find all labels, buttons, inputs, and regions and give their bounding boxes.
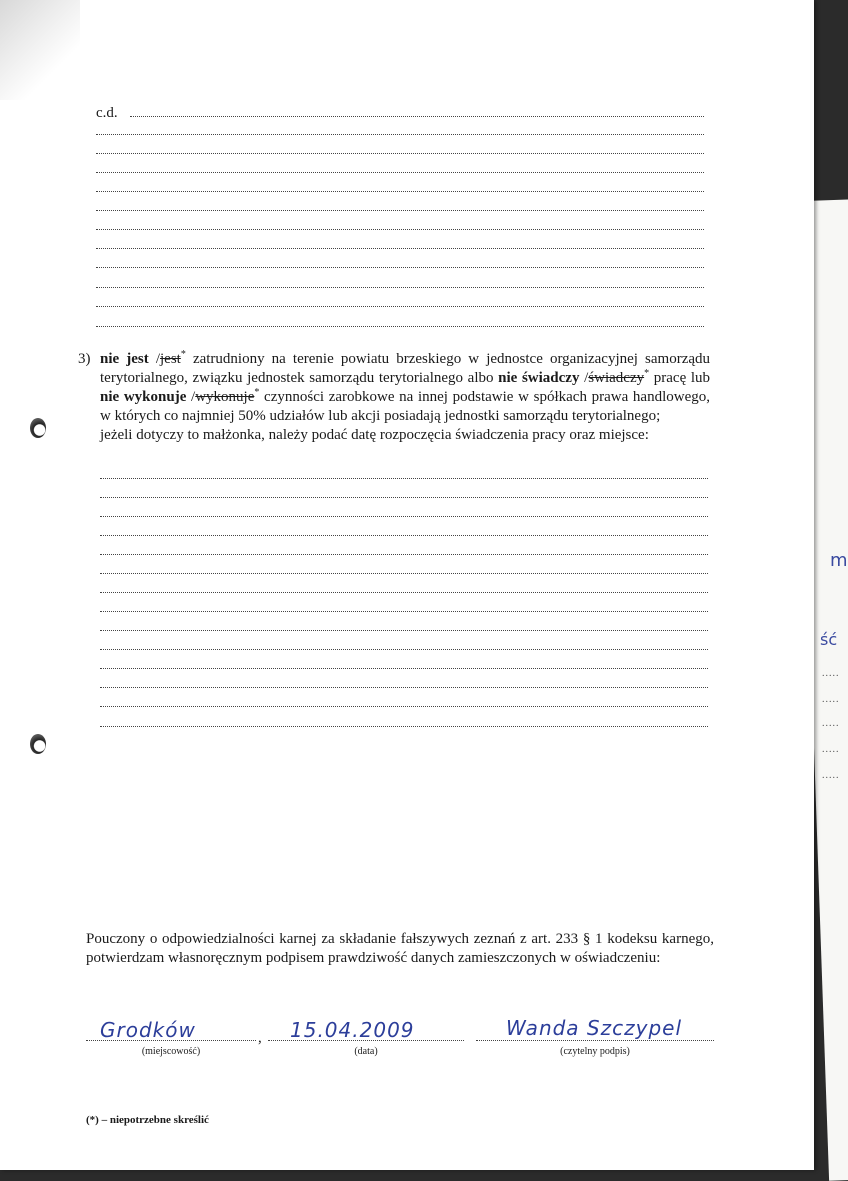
date-caption: (data) <box>354 1046 378 1057</box>
fill-line <box>100 668 708 669</box>
struck-wykonuje: wykonuje <box>195 389 255 405</box>
fill-line <box>96 229 704 230</box>
punch-hole <box>30 734 46 754</box>
footnote: (*) – niepotrzebne skreślić <box>86 1114 209 1126</box>
fill-line <box>100 630 708 631</box>
option-nie-wykonuje: nie wykonuje <box>100 389 187 405</box>
fill-line <box>100 573 708 574</box>
section-3-text-2: pracę lub <box>653 370 711 386</box>
place-line <box>86 1040 256 1041</box>
fill-line <box>96 306 704 307</box>
background-dots: ..... <box>822 770 840 781</box>
asterisk: * <box>254 387 260 398</box>
fill-line <box>96 267 704 268</box>
handwritten-date: 15.04.2009 <box>290 1018 415 1042</box>
fill-line <box>100 649 708 650</box>
fill-line <box>100 516 708 517</box>
section-3-text-1: zatrudniony na terenie powiatu brzeskiego w jednostce organizacyjnej samorządu terytorialnego, związku jednostek samorządu terytorialnego albo <box>100 351 711 386</box>
fill-line <box>96 134 704 135</box>
place-caption: (miejscowość) <box>141 1046 201 1057</box>
struck-swiadczy: świadczy <box>588 370 645 386</box>
handwritten-place: Grodków <box>100 1018 196 1042</box>
declaration-text: Pouczony o odpowiedzialności karnej za składanie fałszywych zeznań z art. 233 § 1 kodeksu karnego, potwierdzam własnoręcznym podpisem prawdziwość danych zamieszczonych w oświadczeniu: <box>86 931 714 966</box>
asterisk: * <box>180 349 186 360</box>
slash: / <box>191 389 196 405</box>
fill-line <box>96 326 704 327</box>
slash: / <box>155 351 161 367</box>
fill-line <box>100 726 708 727</box>
option-nie-jest: nie jest <box>100 351 149 367</box>
fill-line <box>100 706 708 707</box>
section-3-text-3: czynności zarobkowe na innej podstawie w spółkach prawa handlowego, w których co najmniej 50% udziałów lub akcji posiadają jednostki samorządu terytorialnego; <box>100 389 710 424</box>
section-3-instruction: jeżeli dotyczy to małżonka, należy podać datę rozpoczęcia świadczenia pracy oraz miejsce: <box>100 427 649 443</box>
handwritten-signature: Wanda Szczypel <box>506 1016 683 1040</box>
background-margin-mark: ść <box>820 630 838 649</box>
fill-line <box>100 478 708 479</box>
fill-line <box>96 287 704 288</box>
fill-line <box>100 687 708 688</box>
fill-line <box>96 153 704 154</box>
background-dots: ..... <box>822 744 840 755</box>
background-margin-mark: m <box>830 550 848 571</box>
separator-comma: , <box>258 1030 262 1046</box>
struck-jest: jest <box>160 351 181 367</box>
fill-line <box>100 592 708 593</box>
fill-line <box>100 535 708 536</box>
background-dots: ..... <box>822 718 840 729</box>
fill-line <box>96 210 704 211</box>
background-dots: ..... <box>822 694 840 705</box>
fill-line <box>96 248 704 249</box>
fill-line <box>100 497 708 498</box>
continuation-label: c.d. <box>96 105 118 121</box>
folded-corner <box>0 0 80 100</box>
section-number: 3) <box>78 351 91 367</box>
option-nie-swiadczy: nie świadczy <box>498 370 580 386</box>
signature-line <box>476 1040 714 1041</box>
slash: / <box>584 370 589 386</box>
punch-hole <box>30 418 46 438</box>
fill-line <box>96 172 704 173</box>
fill-line <box>100 611 708 612</box>
section-3-paragraph <box>78 350 710 445</box>
background-dots: ..... <box>822 668 840 679</box>
fill-line <box>130 116 704 117</box>
fill-line <box>96 191 704 192</box>
fill-line <box>100 554 708 555</box>
date-line <box>268 1040 464 1041</box>
signature-caption: (czytelny podpis) <box>560 1046 630 1057</box>
asterisk: * <box>644 368 650 379</box>
